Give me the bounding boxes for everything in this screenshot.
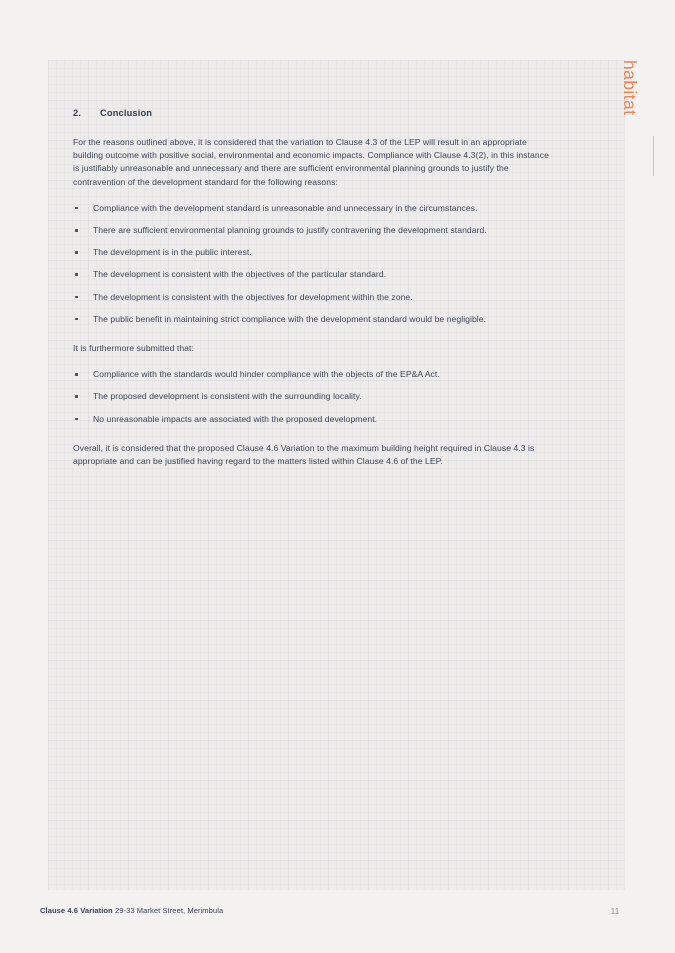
footer-document-subject: 29-33 Market Street, Merimbula — [114, 906, 224, 915]
list-item — [73, 413, 553, 426]
list-item — [73, 246, 553, 259]
habitat-logo — [620, 58, 668, 188]
section-title: Conclusion — [100, 108, 153, 118]
habitat-wordmark: habitat — [620, 60, 640, 116]
bullet-square-icon — [75, 318, 78, 321]
list-item-label: The public benefit in maintaining strict compliance with the development standard would be negligible. — [93, 313, 487, 324]
furthermore-bullet-list — [73, 368, 553, 426]
list-item-label: No unreasonable impacts are associated with the proposed development. — [93, 413, 378, 424]
page-footer — [40, 906, 635, 922]
list-item-label: Compliance with the standards would hinder compliance with the objects of the EP&A Act. — [93, 369, 440, 380]
intro-paragraph: For the reasons outlined above, it is considered that the variation to Clause 4.3 of the LEP will result in an appropriate building outcome with positive social, environmental and economic impacts. Compliance with Clause 4.3(2), in this instance is justifiably unreasonable and unnecessary and there are sufficient environmental planning grounds to justify the contravention of the development standard for the following reasons: — [73, 137, 549, 187]
bullet-square-icon — [75, 251, 78, 254]
reasons-bullet-list — [73, 202, 553, 326]
list-item-label: There are sufficient environmental planning grounds to justify contravening the development standard. — [93, 225, 487, 236]
brand-rule-divider — [653, 136, 654, 176]
list-item — [73, 313, 553, 326]
bullet-square-icon — [75, 373, 78, 376]
document-body — [73, 108, 553, 481]
list-item — [73, 202, 553, 215]
list-item — [73, 268, 553, 281]
footer-document-title: Clause 4.6 Variation — [40, 906, 113, 915]
list-item-label: The development is consistent with the objectives of the particular standard. — [93, 269, 387, 280]
bullet-square-icon — [75, 296, 78, 299]
list-item-label: The development is in the public interest. — [93, 247, 252, 258]
bullet-square-icon — [75, 418, 78, 421]
list-item — [73, 291, 553, 304]
bullet-square-icon — [75, 395, 78, 398]
list-item-label: The development is consistent with the objectives for development within the zone. — [93, 291, 413, 302]
list-item — [73, 368, 553, 381]
list-item-label: The proposed development is consistent with the surrounding locality. — [93, 391, 362, 402]
bullet-square-icon — [75, 273, 78, 276]
list-item-label: Compliance with the development standard is unreasonable and unnecessary in the circumstances. — [93, 202, 478, 213]
bullet-square-icon — [75, 207, 78, 210]
list-item — [73, 390, 553, 403]
section-heading — [73, 108, 553, 118]
furthermore-lead-paragraph: It is furthermore submitted that: — [73, 343, 194, 354]
bullet-square-icon — [75, 229, 78, 232]
page-number: 11 — [610, 906, 620, 916]
section-number: 2. — [73, 108, 82, 118]
list-item — [73, 224, 553, 237]
closing-paragraph: Overall, it is considered that the proposed Clause 4.6 Variation to the maximum building height required in Clause 4.3 is appropriate and can be justified having regard to the matters listed within Clause 4.6 of the LEP. — [73, 442, 535, 467]
footer-document-reference — [40, 906, 223, 915]
